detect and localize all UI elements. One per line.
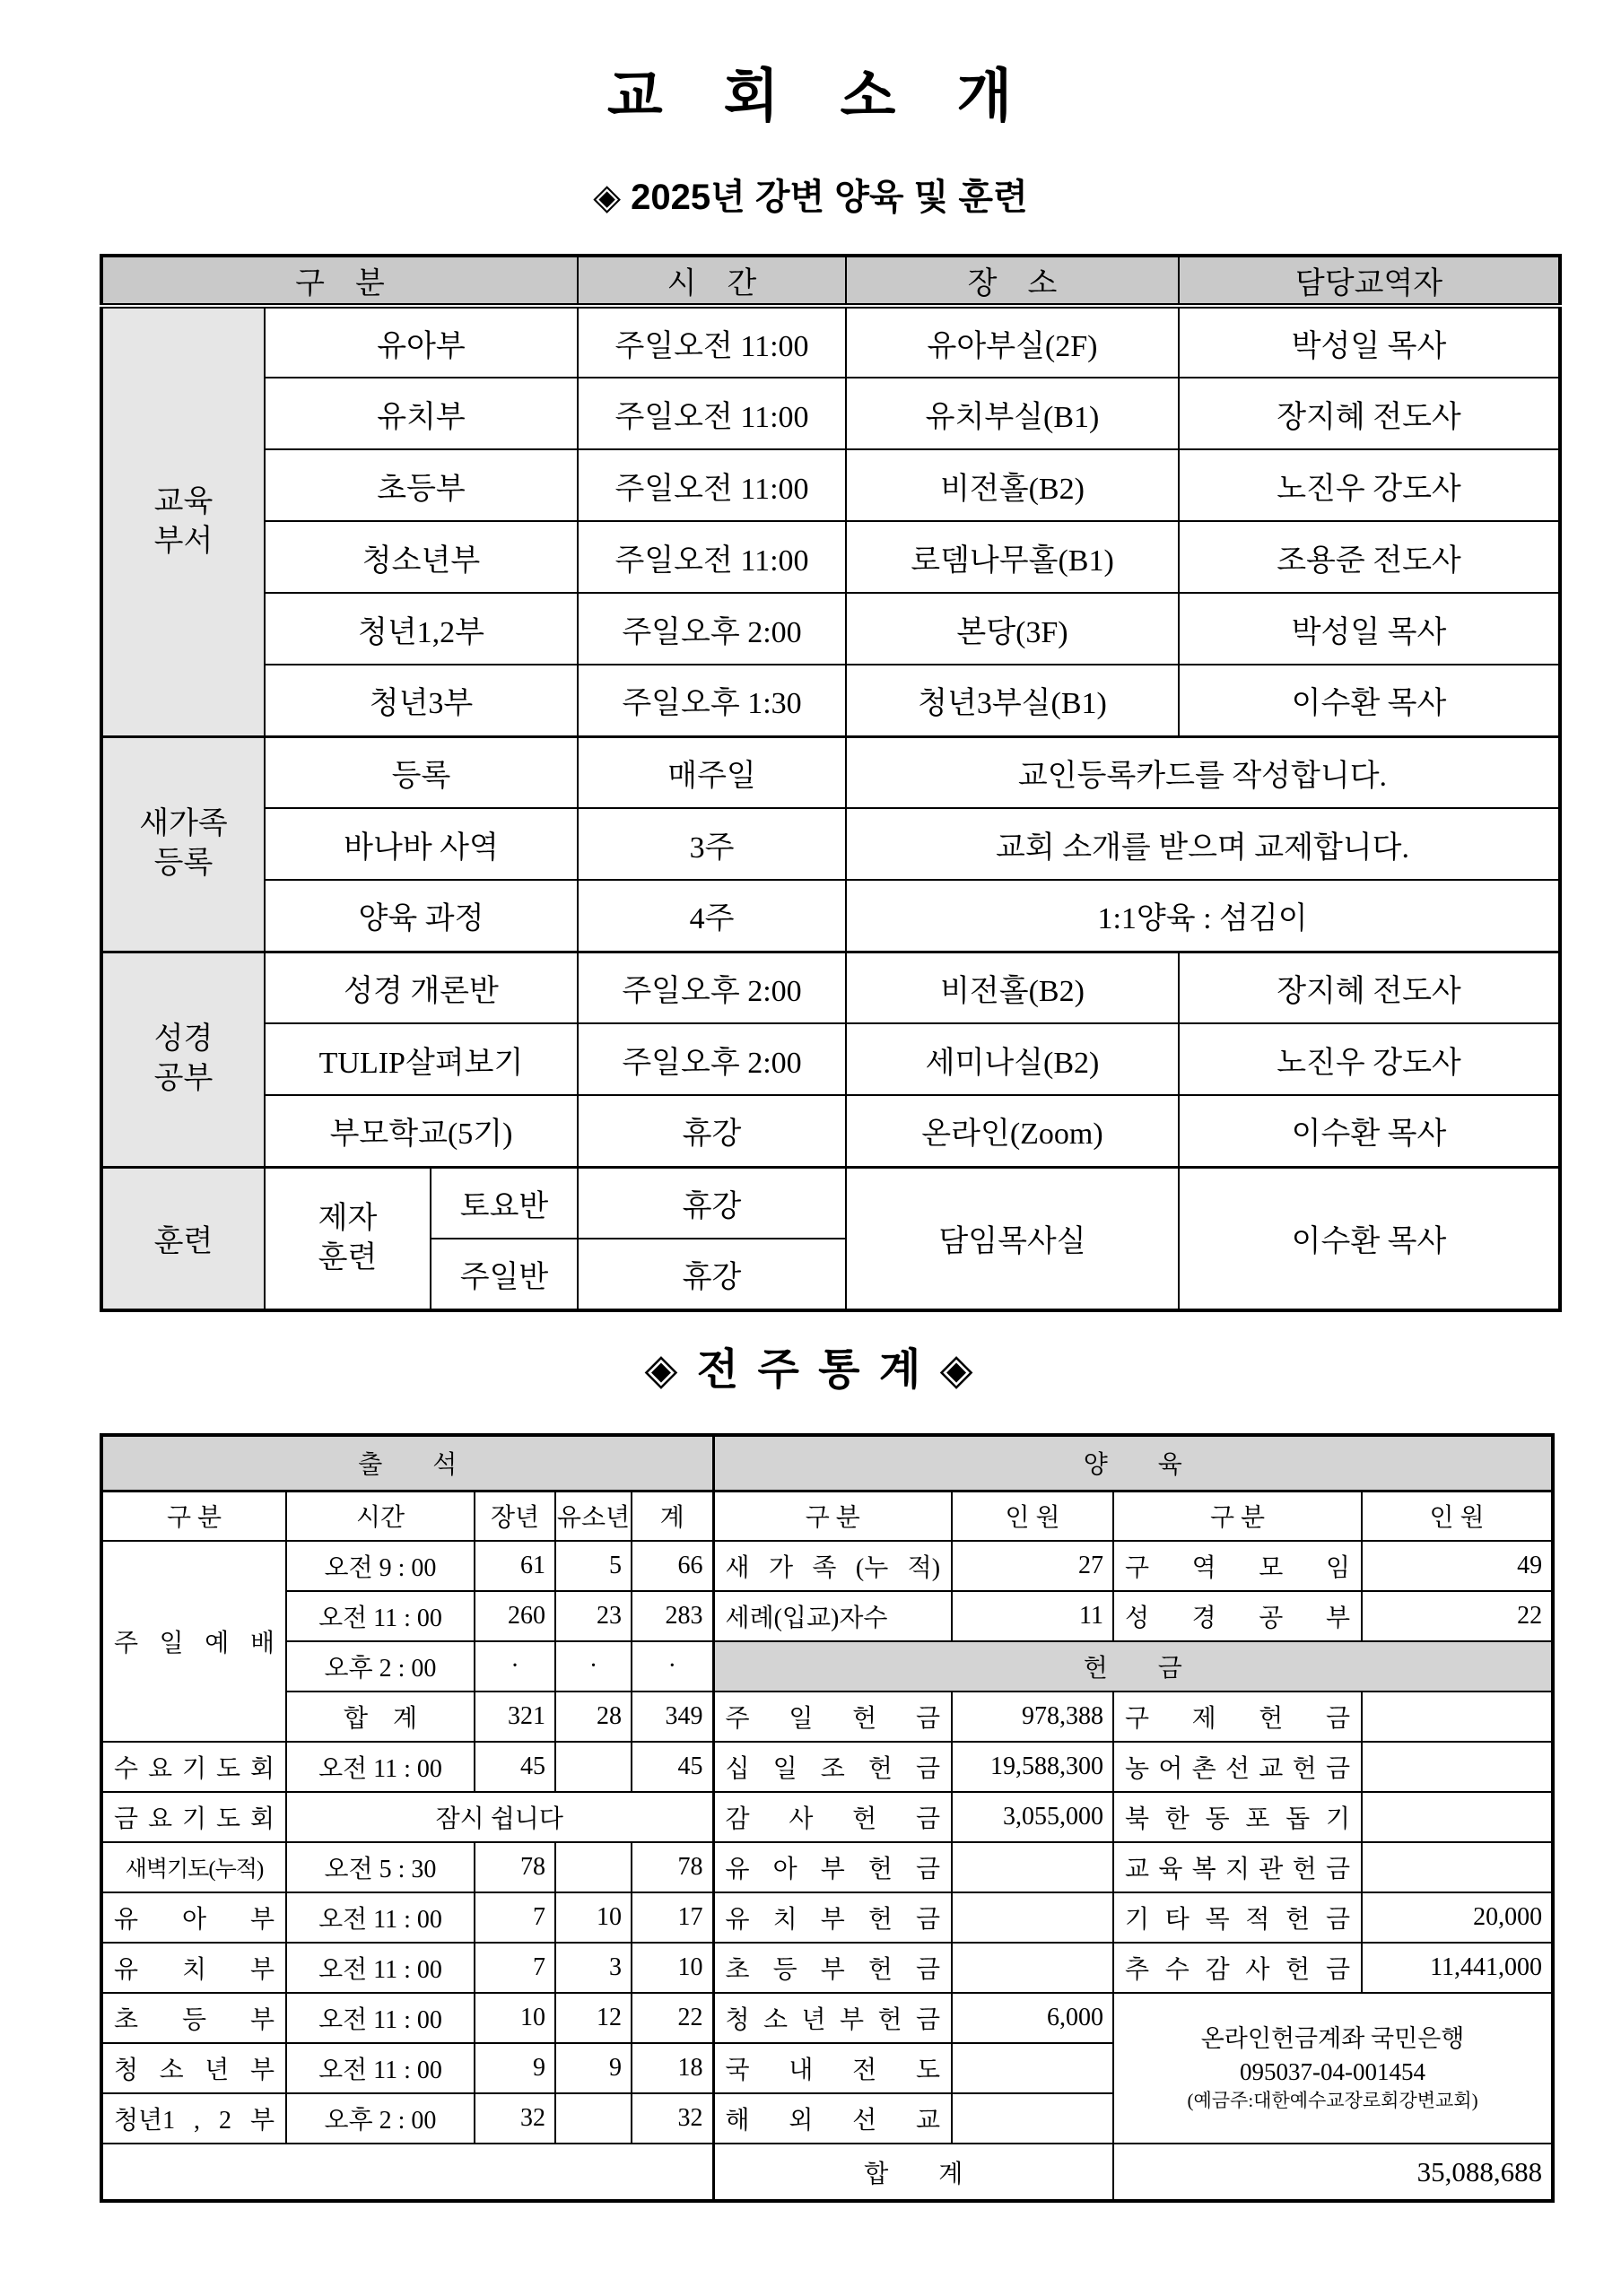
cell-name: 청년1,2부 [265, 593, 578, 665]
section-label-line: 새가족 [139, 806, 228, 840]
cell-time: 오전 11 : 00 [286, 1591, 475, 1641]
cell-place: 청년3부실(B1) [846, 665, 1179, 736]
section-label-line: 교육 [153, 484, 214, 518]
cell-minister: 노진우 강도사 [1179, 449, 1560, 521]
cell-amount [1362, 1792, 1553, 1842]
cell-note: 1:1양육 : 섬김이 [846, 880, 1560, 952]
header-category: 구 분 [101, 1491, 286, 1541]
table-row [101, 1095, 1560, 1167]
cell-amount [952, 1892, 1113, 1943]
section-label-bible [101, 952, 265, 1167]
cell-time: 오전 11 : 00 [286, 1742, 475, 1792]
account-bank-line: 온라인헌금계좌 국민은행 [1200, 2025, 1465, 2053]
cell-time: 오전 11 : 00 [286, 1943, 475, 1993]
cell-total: 45 [632, 1742, 713, 1792]
account-holder: (예금주:대한예수교장로회강변교회) [1187, 2090, 1478, 2112]
cell-adult: 10 [475, 1993, 555, 2043]
cell-total: 32 [632, 2093, 713, 2144]
header-category2: 구 분 [713, 1491, 952, 1541]
cell-time: 주일오후 2:00 [578, 952, 846, 1023]
cell-youth: 10 [555, 1892, 632, 1943]
cell-youth: 12 [555, 1993, 632, 2043]
cell-time: 오전 11 : 00 [286, 2043, 475, 2093]
cell-amount [1362, 1692, 1553, 1742]
label-friday-prayer: 금 요 기 도 회 [101, 1792, 286, 1842]
header-count: 인 원 [952, 1491, 1113, 1541]
section-label-education [101, 306, 265, 736]
page-title: 교 회 소 개 [606, 64, 1015, 128]
cell-minister: 노진우 강도사 [1179, 1023, 1560, 1095]
cell-empty [101, 2144, 713, 2201]
label-dept: 유 치 부 [101, 1943, 286, 1993]
label-newfamily: 새 가 족 (누 적) [713, 1541, 952, 1591]
table-row [101, 808, 1560, 880]
cell-time: 주일오전 11:00 [578, 521, 846, 593]
cell-total: 22 [632, 1993, 713, 2043]
cell-name: 부모학교(5기) [265, 1095, 578, 1167]
label-offering: 주 일 헌 금 [713, 1692, 952, 1742]
cell-youth [555, 2093, 632, 2144]
cell-youth: 3 [555, 1943, 632, 1993]
program-table [100, 254, 1562, 1312]
cell-time: 주일오후 2:00 [578, 593, 846, 665]
cell-time: 휴강 [578, 1167, 846, 1239]
cell-total: · [632, 1641, 713, 1692]
cell-time: 주일오후 1:30 [578, 665, 846, 736]
table-row [101, 593, 1560, 665]
cell-name: 토요반 [431, 1167, 578, 1239]
cell-count: 11 [952, 1591, 1113, 1641]
header-category3: 구 분 [1113, 1491, 1362, 1541]
section-label-line: 성경 [153, 1022, 214, 1056]
cell-time: 오후 2 : 00 [286, 1641, 475, 1692]
cell-total: 17 [632, 1892, 713, 1943]
table-row [101, 306, 1560, 378]
table-row [101, 952, 1560, 1023]
cell-amount: 20,000 [1362, 1892, 1553, 1943]
table-row [101, 1541, 1553, 1591]
cell-time: 오전 11 : 00 [286, 1892, 475, 1943]
cell-youth: 28 [555, 1692, 632, 1742]
header-category: 구 분 [101, 256, 578, 306]
label-offering: 초 등 부 헌 금 [713, 1943, 952, 1993]
cell-amount: 6,000 [952, 1993, 1113, 2043]
cell-adult: 9 [475, 2043, 555, 2093]
cell-time: 주일오전 11:00 [578, 306, 846, 378]
label-offering: 추 수 감 사 헌 금 [1113, 1943, 1362, 1993]
cell-time: 오전 5 : 30 [286, 1842, 475, 1892]
page-subtitle: ◈ 2025년 강변 양육 및 훈련 [593, 178, 1028, 217]
label-dept: 초 등 부 [101, 1993, 286, 2043]
stats-col-header-row [101, 1491, 1553, 1541]
stats-group-header-row [101, 1435, 1553, 1491]
cell-adult: 78 [475, 1842, 555, 1892]
cell-name: 양육 과정 [265, 880, 578, 952]
table-row [101, 1742, 1553, 1792]
cell-amount [1362, 1842, 1553, 1892]
cell-adult: 321 [475, 1692, 555, 1742]
label-offering: 북 한 동 포 돕 기 [1113, 1792, 1362, 1842]
cell-minister: 이수환 목사 [1179, 665, 1560, 736]
table-row [101, 1641, 1553, 1692]
section-label-newfamily [101, 736, 265, 952]
table-row [101, 378, 1560, 449]
grand-total-label: 합 계 [713, 2144, 1113, 2201]
cell-count: 27 [952, 1541, 1113, 1591]
label-offering: 국 내 전 도 [713, 2043, 952, 2093]
section-label-training: 훈련 [101, 1167, 265, 1310]
program-header-row [101, 256, 1560, 306]
cell-total: 66 [632, 1541, 713, 1591]
section-label-line: 공부 [153, 1062, 214, 1095]
label-offering: 청 소 년 부 헌 금 [713, 1993, 952, 2043]
cell-time: 휴강 [578, 1239, 846, 1310]
cell-name: 초등부 [265, 449, 578, 521]
cell-total: 78 [632, 1842, 713, 1892]
table-row [101, 521, 1560, 593]
discipleship-line: 제자 [318, 1201, 378, 1235]
label-offering: 유 치 부 헌 금 [713, 1892, 952, 1943]
header-adult: 장년 [475, 1491, 555, 1541]
cell-place: 온라인(Zoom) [846, 1095, 1179, 1167]
cell-total: 10 [632, 1943, 713, 1993]
table-row [101, 736, 1560, 808]
cell-count: 49 [1362, 1541, 1553, 1591]
cell-name: 등록 [265, 736, 578, 808]
cell-time: 오후 2 : 00 [286, 2093, 475, 2144]
cell-adult: 260 [475, 1591, 555, 1641]
table-row [101, 1692, 1553, 1742]
table-row [101, 665, 1560, 736]
cell-adult: 61 [475, 1541, 555, 1591]
label-sunday-worship: 주 일 예 배 [101, 1541, 286, 1742]
cell-minister: 박성일 목사 [1179, 593, 1560, 665]
cell-amount [1362, 1742, 1553, 1792]
cell-amount [952, 2043, 1113, 2093]
header-place: 장 소 [846, 256, 1179, 306]
cell-total: 18 [632, 2043, 713, 2093]
cell-place: 본당(3F) [846, 593, 1179, 665]
cell-name: 유치부 [265, 378, 578, 449]
cell-minister: 조용준 전도사 [1179, 521, 1560, 593]
label-offering: 감 사 헌 금 [713, 1792, 952, 1842]
table-row [101, 1792, 1553, 1842]
cell-minister: 장지혜 전도사 [1179, 378, 1560, 449]
cell-youth: 5 [555, 1541, 632, 1591]
table-row [101, 1167, 1560, 1239]
cell-place: 세미나실(B2) [846, 1023, 1179, 1095]
table-row [101, 1023, 1560, 1095]
cell-subtotal-label: 합 계 [286, 1692, 475, 1742]
label-dawn-prayer: 새벽기도(누적) [101, 1842, 286, 1892]
header-count2: 인 원 [1362, 1491, 1553, 1541]
label-offering: 기 타 목 적 헌 금 [1113, 1892, 1362, 1943]
cell-adult: 7 [475, 1892, 555, 1943]
account-number: 095037-04-001454 [1240, 2057, 1426, 2085]
cell-name: 바나바 사역 [265, 808, 578, 880]
cell-name: 성경 개론반 [265, 952, 578, 1023]
label-offering: 교 육 복 지 관 헌 금 [1113, 1842, 1362, 1892]
cell-time: 4주 [578, 880, 846, 952]
label-dept: 청 소 년 부 [101, 2043, 286, 2093]
cell-place: 로뎀나무홀(B1) [846, 521, 1179, 593]
grand-total-row [101, 2144, 1553, 2201]
header-nurture: 양 육 [713, 1435, 1553, 1491]
discipleship-line: 훈련 [318, 1240, 378, 1274]
cell-amount: 3,055,000 [952, 1792, 1113, 1842]
table-row [101, 1993, 1553, 2043]
cell-time: 휴강 [578, 1095, 846, 1167]
cell-total: 283 [632, 1591, 713, 1641]
cell-minister: 장지혜 전도사 [1179, 952, 1560, 1023]
cell-place: 유아부실(2F) [846, 306, 1179, 378]
label-baptism: 세례(입교)자수 [713, 1591, 952, 1641]
stats-table [100, 1433, 1555, 2203]
label-dept: 청년1 , 2 부 [101, 2093, 286, 2144]
cell-minister: 이수환 목사 [1179, 1167, 1560, 1310]
cell-count: 22 [1362, 1591, 1553, 1641]
table-row [101, 880, 1560, 952]
label-bible-study: 성 경 공 부 [1113, 1591, 1362, 1641]
cell-discipleship [265, 1167, 431, 1310]
label-offering: 십 일 조 헌 금 [713, 1742, 952, 1792]
cell-place: 비전홀(B2) [846, 449, 1179, 521]
cell-place: 유치부실(B1) [846, 378, 1179, 449]
cell-adult: 32 [475, 2093, 555, 2144]
label-offering: 해 외 선 교 [713, 2093, 952, 2144]
cell-minister: 이수환 목사 [1179, 1095, 1560, 1167]
cell-place: 담임목사실 [846, 1167, 1179, 1310]
section-label-line: 부서 [153, 524, 214, 558]
label-wednesday-prayer: 수 요 기 도 회 [101, 1742, 286, 1792]
cell-note: 교회 소개를 받으며 교제합니다. [846, 808, 1560, 880]
cell-amount [952, 2093, 1113, 2144]
header-minister: 담당교역자 [1179, 256, 1560, 306]
label-offering: 농 어 촌 선 교 헌 금 [1113, 1742, 1362, 1792]
table-row [101, 1591, 1553, 1641]
cell-time: 매주일 [578, 736, 846, 808]
cell-name: 주일반 [431, 1239, 578, 1310]
cell-name: 청소년부 [265, 521, 578, 593]
header-time: 시간 [286, 1491, 475, 1541]
cell-youth: 23 [555, 1591, 632, 1641]
table-row [101, 1892, 1553, 1943]
grand-total-amount: 35,088,688 [1113, 2144, 1553, 2201]
cell-name: 유아부 [265, 306, 578, 378]
table-row [101, 449, 1560, 521]
table-row [101, 1842, 1553, 1892]
cell-youth [555, 1842, 632, 1892]
cell-amount: 978,388 [952, 1692, 1113, 1742]
label-offering: 구 제 헌 금 [1113, 1692, 1362, 1742]
table-row [101, 1943, 1553, 1993]
online-offering-account [1113, 1993, 1553, 2144]
cell-place: 비전홀(B2) [846, 952, 1179, 1023]
header-attendance: 출 석 [101, 1435, 713, 1491]
cell-time: 오전 9 : 00 [286, 1541, 475, 1591]
label-dept: 유 아 부 [101, 1892, 286, 1943]
cell-time: 오전 11 : 00 [286, 1993, 475, 2043]
cell-youth: 9 [555, 2043, 632, 2093]
header-time: 시 간 [578, 256, 846, 306]
cell-adult: 45 [475, 1742, 555, 1792]
section-label-line: 등록 [153, 847, 214, 880]
cell-friday-note: 잠시 쉽니다 [286, 1792, 713, 1842]
cell-adult: · [475, 1641, 555, 1692]
cell-amount [952, 1842, 1113, 1892]
cell-time: 주일오전 11:00 [578, 449, 846, 521]
cell-time: 3주 [578, 808, 846, 880]
cell-note: 교인등록카드를 작성합니다. [846, 736, 1560, 808]
cell-adult: 7 [475, 1943, 555, 1993]
cell-minister: 박성일 목사 [1179, 306, 1560, 378]
header-total: 계 [632, 1491, 713, 1541]
cell-name: 청년3부 [265, 665, 578, 736]
stats-title: ◈ 전 주 통 계 ◈ [644, 1346, 977, 1394]
cell-time: 주일오전 11:00 [578, 378, 846, 449]
label-offering: 유 아 부 헌 금 [713, 1842, 952, 1892]
cell-amount: 11,441,000 [1362, 1943, 1553, 1993]
header-offering: 헌 금 [713, 1641, 1553, 1692]
header-youth: 유소년 [555, 1491, 632, 1541]
label-district-meeting: 구 역 모 임 [1113, 1541, 1362, 1591]
cell-amount: 19,588,300 [952, 1742, 1113, 1792]
cell-youth: · [555, 1641, 632, 1692]
cell-name: TULIP살펴보기 [265, 1023, 578, 1095]
cell-youth [555, 1742, 632, 1792]
cell-time: 주일오후 2:00 [578, 1023, 846, 1095]
cell-total: 349 [632, 1692, 713, 1742]
cell-amount [952, 1943, 1113, 1993]
